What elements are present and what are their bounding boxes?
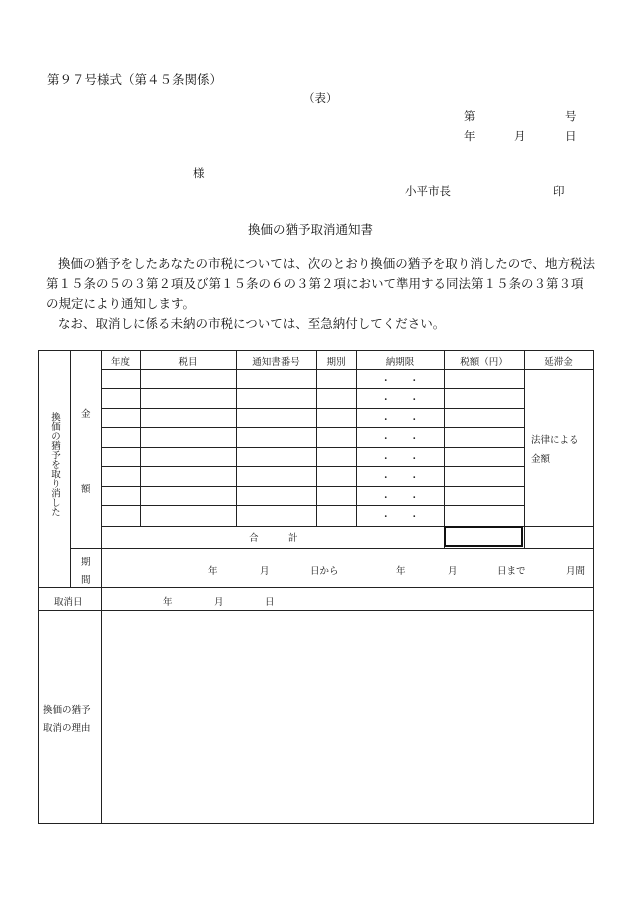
period-months: 月間 [566, 566, 586, 577]
body-line-2: 第１５条の５の３第２項及び第１５条の６の３第２項において準用する同法第１５条の３第３項 [46, 276, 584, 291]
header-due-date: 納期限 [385, 357, 415, 368]
header-notice-number: 通知書番号 [252, 357, 300, 368]
due-date-row-5[interactable]: ・ ・ [380, 454, 419, 465]
period-start-year: 年 [208, 566, 218, 577]
addressee-suffix: 様 [193, 166, 205, 180]
date-year: 年 [464, 129, 476, 143]
date-day: 日 [565, 129, 577, 143]
cancel-date-month: 月 [214, 597, 224, 608]
period-label-b: 間 [81, 575, 91, 586]
period-end-month: 月 [448, 566, 458, 577]
side-label: （表） [303, 91, 338, 105]
doc-number-prefix: 第 [464, 109, 476, 123]
total-amount-box[interactable] [444, 526, 523, 547]
period-label-a: 期 [81, 557, 91, 568]
due-date-row-1[interactable]: ・ ・ [380, 376, 419, 387]
amount-label-bottom: 額 [81, 484, 91, 495]
due-date-row-4[interactable]: ・ ・ [380, 434, 419, 445]
document-title: 換価の猶予取消通知書 [248, 222, 374, 237]
due-date-row-3[interactable]: ・ ・ [380, 415, 419, 426]
due-date-row-7[interactable]: ・ ・ [380, 493, 419, 504]
issuer-seal: 印 [553, 184, 565, 198]
due-date-row-6[interactable]: ・ ・ [380, 473, 419, 484]
reason-input-area[interactable] [102, 611, 593, 823]
body-line-1: 換価の猶予をしたあなたの市税については、次のとおり換価の猶予を取り消したので、地方税法 [58, 256, 596, 271]
issuer-name: 小平市長 [405, 184, 451, 198]
body-line-3: の規定により通知します。 [46, 296, 196, 311]
header-year: 年度 [110, 357, 130, 368]
cancel-date-year: 年 [163, 597, 173, 608]
header-tax-item: 税目 [178, 357, 198, 368]
body-line-4: なお、取消しに係る未納の市税については、至急納付してください。 [58, 316, 446, 331]
due-date-row-8[interactable]: ・ ・ [380, 512, 419, 523]
header-delinquency: 延滞金 [544, 357, 573, 368]
period-end-day: 日まで [497, 566, 526, 577]
doc-number-suffix: 号 [565, 109, 577, 123]
total-label-a: 合 [249, 533, 259, 544]
period-end-year: 年 [396, 566, 406, 577]
reason-label-line-2: 取消の理由 [43, 723, 91, 734]
delinquency-note-line-2: 金額 [531, 454, 551, 465]
header-period: 期別 [326, 357, 346, 368]
total-label-b: 計 [288, 533, 298, 544]
header-tax-amount: 税額（円） [460, 357, 508, 368]
reason-label-line-1: 換価の猶予 [43, 705, 91, 716]
cancelled-vertical-label: 換価の猶予を取り消した [49, 412, 60, 517]
period-start-month: 月 [260, 566, 270, 577]
period-start-day: 日から [310, 566, 339, 577]
delinquency-note-line-1: 法律による [531, 435, 579, 446]
cancel-date-label: 取消日 [54, 597, 83, 608]
form-number: 第９７号様式（第４５条関係） [47, 72, 223, 87]
date-month: 月 [514, 129, 526, 143]
amount-label-top: 金 [81, 409, 91, 420]
cancel-date-day: 日 [265, 597, 275, 608]
due-date-row-2[interactable]: ・ ・ [380, 395, 419, 406]
